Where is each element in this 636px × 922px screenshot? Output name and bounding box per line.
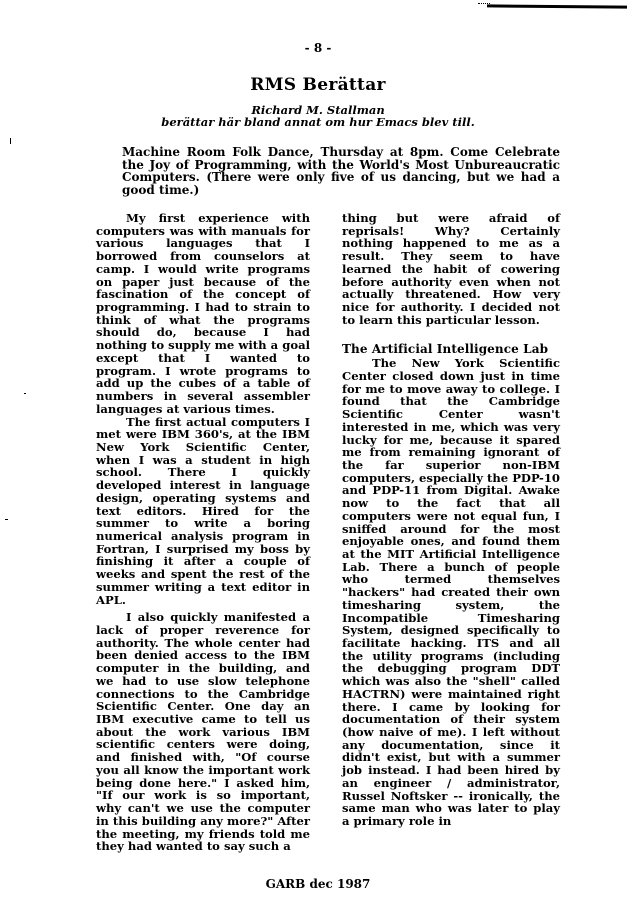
epigraph: Machine Room Folk Dance, Thursday at 8pm. Come Celebrate the Joy of Programming, with the World's Most Unbureaucratic Computers. (There were only five of us dancing, but we had a good time.) — [122, 145, 560, 197]
right-column — [342, 212, 560, 828]
section-heading: The Artificial Intelligence Lab — [342, 342, 549, 357]
author-name: Richard M. Stallman — [251, 103, 385, 117]
article-title: RMS Berättar — [250, 75, 386, 95]
paragraph: My first experience with computers was with manuals for various languages that I borrowed from counselors at camp. I would write programs on paper just because of the fascination of the concept of programming. I had to strain to think of what the programs should do, because I had nothing to supply me with a goal except that I wanted to program. I wrote programs to add up the cubes of a table of numbers in several assembler languages at various times. — [96, 211, 310, 416]
article-subtitle: berättar här bland annat om hur Emacs blev till. — [161, 115, 475, 129]
page-number: - 8 - — [304, 41, 332, 55]
paragraph-continuation: thing but were afraid of reprisals! Why? Certainly nothing happened to me as a result. They seem to have learned the habit of cowering before authority even when not actually threatened. How very nice for authority. I decided not to learn this particular lesson. — [342, 211, 560, 327]
byline — [0, 104, 636, 128]
scan-artifact-bar — [487, 4, 627, 8]
scan-artifact-speck — [5, 519, 8, 520]
page-footer: GARB dec 1987 — [265, 877, 371, 891]
scan-artifact-speck — [10, 138, 11, 144]
scan-artifact-speck — [24, 393, 26, 394]
paragraph: I also quickly manifested a lack of proper reverence for authority. The whole center had been denied access to the IBM computer in the building, and we had to use slow telephone connections to the Cambridge Scientific Center. One day an IBM executive came to tell us about the work various IBM scientific centers were doing, and finished with, "Of course you all know the important work being done here." I asked him, "If our work is so important, why can't we use the computer in this building any more?" After the meeting, my friends told me they had wanted to say such a — [96, 610, 310, 854]
paragraph: The first actual computers I met were IBM 360's, at the IBM New York Scientific Center, when I was a student in high school. There I quickly developed interest in language design, operating systems and text editors. Hired for the summer to write a boring numerical analysis program in Fortran, I surprised my boss by finishing it after a couple of weeks and spent the rest of the summer writing a text editor in APL. — [96, 414, 310, 607]
paragraph: The New York Scientific Center closed down just in time for me to move away to college. I found that the Cambridge Scientific Center wasn't interested in me, which was very lucky for me, because it spared me from remaining ignorant of the far superior non-IBM computers, especially the PDP-10 and PDP-11 from Digital. Awake now to the fact that all computers were not equal fun, I sniffed around for the most enjoyable ones, and found them at the MIT Artificial Intelligence Lab. There a bunch of people who termed themselves "hackers" had created their own timesharing system, the Incompatible Timesharing System, designed specifically to facilitate hacking. ITS and all the utility programs (including the debugging program DDT which was also the "shell" called HACTRN) were maintained right there. I came by looking for documentation of their system (how naive of me). I left without any documentation, since it didn't exist, but with a summer job instead. I had been hired by an engineer / administrator, Russel Noftsker -- ironically, the same man who was later to play a primary role in — [342, 356, 560, 829]
left-column — [96, 212, 310, 853]
